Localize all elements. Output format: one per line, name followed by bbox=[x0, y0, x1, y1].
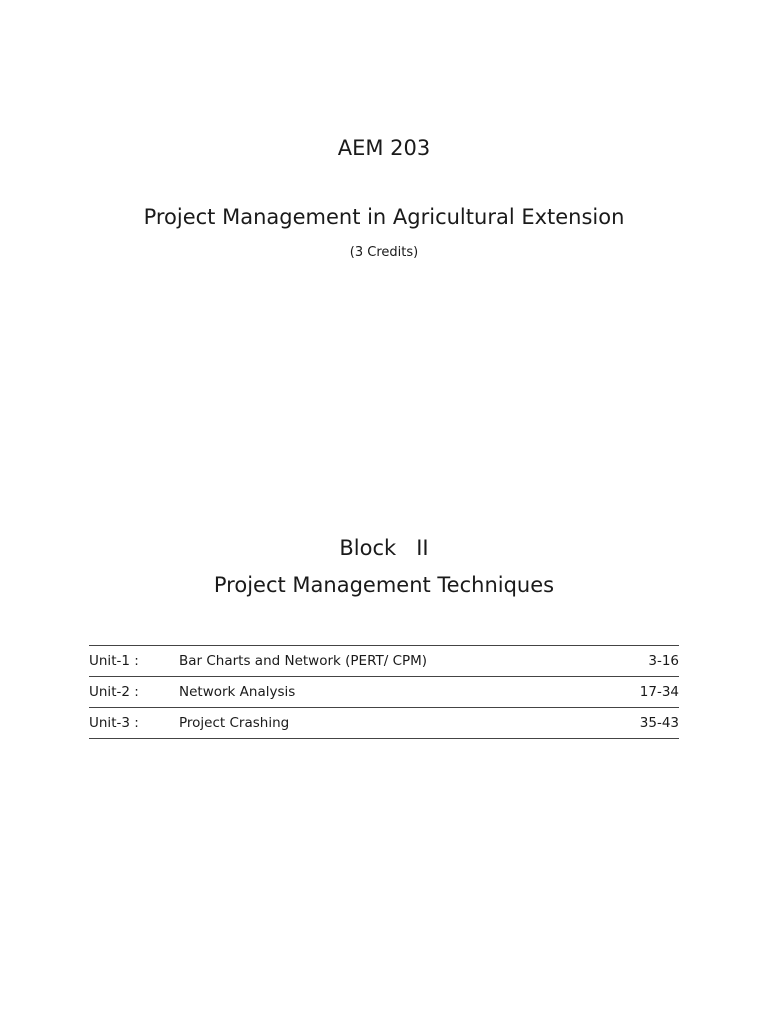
unit-title: Project Crashing bbox=[179, 708, 629, 739]
unit-pages: 17-34 bbox=[629, 677, 679, 708]
unit-title: Network Analysis bbox=[179, 677, 629, 708]
block-title: Project Management Techniques bbox=[213, 573, 555, 597]
unit-pages: 35-43 bbox=[629, 708, 679, 739]
course-title: Project Management in Agricultural Extension bbox=[143, 205, 625, 229]
unit-title: Bar Charts and Network (PERT/ CPM) bbox=[179, 646, 629, 677]
unit-number: Unit-3 : bbox=[89, 708, 179, 739]
table-row bbox=[89, 646, 679, 677]
units-table bbox=[89, 645, 679, 739]
table-row bbox=[89, 677, 679, 708]
unit-number: Unit-2 : bbox=[89, 677, 179, 708]
course-code: AEM 203 bbox=[337, 136, 431, 160]
block-label: Block II bbox=[339, 536, 429, 560]
unit-number: Unit-1 : bbox=[89, 646, 179, 677]
table-row bbox=[89, 708, 679, 739]
unit-pages: 3-16 bbox=[629, 646, 679, 677]
course-credits: (3 Credits) bbox=[349, 245, 419, 260]
